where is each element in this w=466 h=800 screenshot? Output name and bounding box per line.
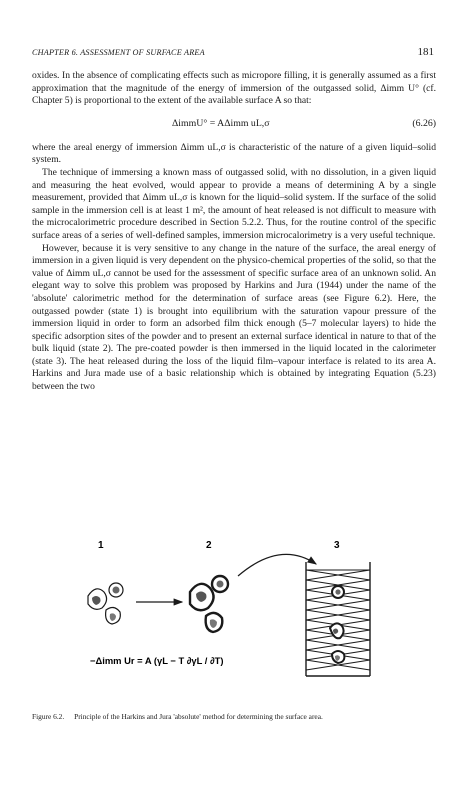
figure-caption bbox=[32, 712, 442, 721]
state-1-powder bbox=[88, 583, 123, 624]
state-3-immersion-cell bbox=[306, 562, 370, 676]
body-text bbox=[32, 70, 436, 394]
paragraph-3: The technique of immersing a known mass of outgassed solid, with no dissolution, in a given liquid and measuring the heat evolved, would appear to provide a means of determining A by a single measurement, provided that Δimm uL,σ is known for the liquid–solid system. If the surface of the solid sample in the immersion cell is at least 1 m², the amount of heat released is not difficult to measure with the microcalorimetric procedure described in Section 5.2.2. Thus, for the routine control of the specific surface areas of a series of well-defined samples, immersion microcalorimetry is a very useful technique. bbox=[32, 166, 436, 241]
figure-diagram bbox=[70, 536, 410, 686]
caption-label: Figure 6.2. bbox=[32, 712, 65, 721]
equation-number: (6.26) bbox=[412, 117, 436, 129]
paragraph-2: where the areal energy of immersion Δimm uL,σ is characteristic of the nature of a given liquid–solid system. bbox=[32, 141, 436, 166]
paragraph-4: However, because it is very sensitive to any change in the nature of the surface, the areal energy of immersion in a given liquid is very dependent on the physico-chemical properties of the solid, so that the value of Δimm uL,σ cannot be used for the assessment of specific surface area of an unknown solid. An elegant way to solve this problem was proposed by Harkins and Jura (1944) under the name of the 'absolute' calorimetric method for the determination of surface areas (see Figure 6.2). Here, the outgassed powder (state 1) is brought into equilibrium with the saturation vapour pressure of the immersion liquid in order to form an adsorbed film thick enough (5–7 molecular layers) to hide the specific adsorption sites of the powder and to present an external surface identical in nature to that of the bulk liquid (state 2). The pre-coated powder is then immersed in the liquid located in the calorimeter (state 3). The heat released during the loss of the liquid film–vapour interface is related to its area A. Harkins and Jura made use of a basic relationship which is obtained by integrating Equation (5.23) between the two bbox=[32, 242, 436, 393]
arrow-2-to-3 bbox=[238, 554, 316, 576]
running-header bbox=[32, 46, 434, 62]
equation-body: ΔimmU° = AΔimm uL,σ bbox=[172, 117, 270, 129]
state-label-1: 1 bbox=[98, 540, 104, 551]
state-label-3: 3 bbox=[334, 540, 340, 551]
chapter-title: CHAPTER 6. ASSESSMENT OF SURFACE AREA bbox=[32, 48, 205, 57]
page-number: 181 bbox=[417, 46, 434, 58]
paragraph-1: oxides. In the absence of complicating effects such as micropore filling, it is generally assumed as a first approximation that the magnitude of the energy of immersion of the outgassed solid, Δimm U° (cf. Chapter 5) is proportional to the extent of the available surface A so that: bbox=[32, 70, 436, 107]
figure-6-2 bbox=[70, 536, 410, 686]
state-label-2: 2 bbox=[206, 540, 212, 551]
figure-formula: −Δimm Ur = A (γL − T ∂γL / ∂T) bbox=[90, 655, 224, 666]
state-2-coated-powder bbox=[190, 576, 228, 632]
equation-6-26 bbox=[32, 114, 436, 136]
caption-text: Principle of the Harkins and Jura 'absolute' method for determining the surface area. bbox=[74, 712, 323, 721]
